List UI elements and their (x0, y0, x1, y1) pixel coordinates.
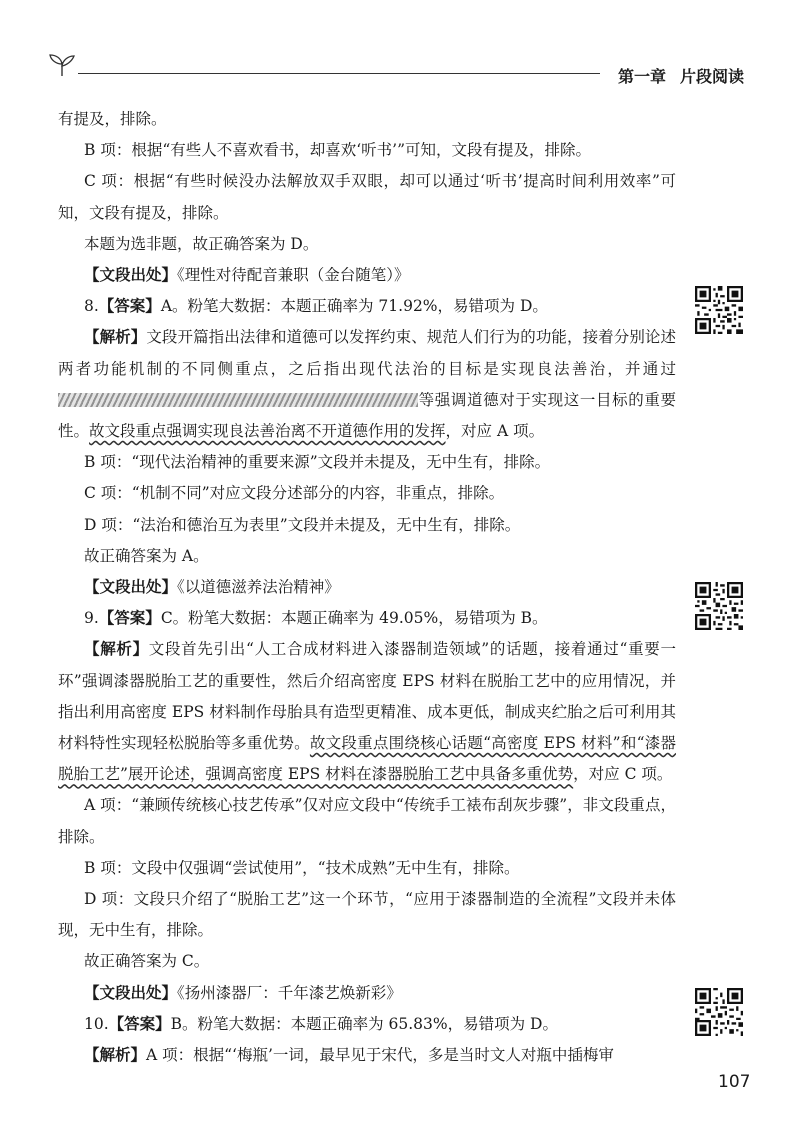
paragraph: B 项：根据“有些人不喜欢看书，却喜欢‘听书’”可知，文段有提及，排除。 (84, 141, 592, 160)
page-header (34, 40, 770, 86)
question-number: 10. (84, 1014, 109, 1033)
label: 【答案】 (98, 609, 161, 628)
source-line (58, 260, 676, 291)
paragraph: 有提及，排除。 (58, 110, 167, 128)
answer-line (58, 291, 676, 322)
label: 【文段出处】 (84, 266, 178, 285)
source-line (58, 572, 676, 603)
qr-code-icon[interactable] (695, 582, 743, 630)
source-text: 《理性对待配音兼职（金台随笔）》 (177, 266, 410, 285)
label: 【答案】 (108, 1014, 171, 1033)
label: 【文段出处】 (84, 578, 178, 597)
label: 【解析】 (84, 640, 149, 659)
analysis-text: A 项：根据“‘梅瓶’一词，最早见于宋代，多是当时文人对瓶中插梅审 (146, 1046, 614, 1065)
source-text: 《扬州漆器厂：千年漆艺焕新彩》 (177, 983, 402, 1002)
chapter-title (618, 64, 744, 87)
header-rule (78, 73, 600, 74)
underlined-text: 故文段重点强调实现良法善治离不开道德作用的发挥 (89, 422, 446, 441)
analysis (58, 634, 676, 790)
paragraph: 本题为选非题，故正确答案为 D。 (84, 234, 319, 253)
paragraph: B 项：文段中仅强调“尝试使用”，“技术成熟”无中生有，排除。 (84, 858, 520, 877)
question-number: 9. (84, 609, 99, 628)
analysis-text: 文段首先引出“人工合成材料进入漆器制造领域”的话题，接着通过“重要一环”强调漆器脱胎工艺的重要性，然后介绍高密度 EPS 材料在脱胎工艺中的应用情况，并指出利用高密度 EPS 材料制作母胎具有造型更精准、成本更低，制成夹纻胎之后可利用其材料特性实现轻松脱胎等多重优势。 (58, 640, 676, 753)
analysis-text: ，对应 A 项。 (445, 422, 545, 441)
label: 【解析】 (84, 1046, 147, 1065)
underlined-text: 故文段重点围绕核心话题“高密度 EPS 材料”和“漆器脱胎工艺”展开论述，强调高密度 EPS 材料在漆器脱胎工艺中具备多重优势 (58, 734, 676, 784)
paragraph: B 项：“现代法治精神的重要来源”文段并未提及，无中生有，排除。 (84, 453, 551, 472)
analysis-text: 等强调道德对于实现这一目标的重要性。 (58, 390, 676, 441)
paragraph: C 项：根据“有些时候没办法解放双手双眼，却可以通过‘听书’提高时间利用效率”可知，文段有提及，排除。 (58, 172, 676, 222)
answer-line (58, 1009, 676, 1040)
redacted-text (58, 393, 418, 407)
leaf-icon (48, 52, 76, 78)
paragraph: A 项：“兼顾传统核心技艺传承”仅对应文段中“传统手工裱布刮灰步骤”，非文段重点，排除。 (58, 796, 676, 846)
paragraph: D 项：文段只介绍了“脱胎工艺”这一个环节，“应用于漆器制造的全流程”文段并未体现，无中生有，排除。 (58, 890, 676, 940)
question-number: 8. (84, 297, 99, 316)
paragraph: 故正确答案为 C。 (84, 952, 210, 971)
analysis-text: 文段开篇指出法律和道德可以发挥约束、规范人们行为的功能，接着分别论述两者功能机制的不同侧重点，之后指出现代法治的目标是实现良法善治，并通过 (58, 328, 676, 378)
paragraph: 故正确答案为 A。 (84, 546, 209, 565)
source-line (58, 978, 676, 1009)
analysis-text: ，对应 C 项。 (573, 765, 673, 784)
analysis (58, 322, 676, 447)
page-number: 107 (718, 1072, 751, 1092)
chapter-number: 第一章 (617, 67, 666, 86)
answer-text: A。粉笔大数据：本题正确率为 71.92%，易错项为 D。 (160, 297, 548, 316)
paragraph: D 项：“法治和德治互为表里”文段并未提及，无中生有，排除。 (84, 515, 521, 534)
qr-code-icon[interactable] (695, 286, 743, 334)
source-text: 《以道德滋养法治精神》 (177, 578, 340, 597)
label: 【解析】 (84, 328, 147, 347)
label: 【文段出处】 (84, 983, 178, 1002)
answer-text: B。粉笔大数据：本题正确率为 65.83%，易错项为 D。 (170, 1014, 558, 1033)
answer-text: C。粉笔大数据：本题正确率为 49.05%，易错项为 B。 (160, 609, 548, 628)
answer-line (58, 603, 676, 634)
analysis (58, 1040, 676, 1071)
qr-code-icon[interactable] (695, 988, 743, 1036)
page-content (58, 104, 676, 1071)
label: 【答案】 (98, 297, 161, 316)
paragraph: C 项：“机制不同”对应文段分述部分的内容，非重点，排除。 (84, 484, 505, 503)
section-name: 片段阅读 (679, 67, 744, 86)
